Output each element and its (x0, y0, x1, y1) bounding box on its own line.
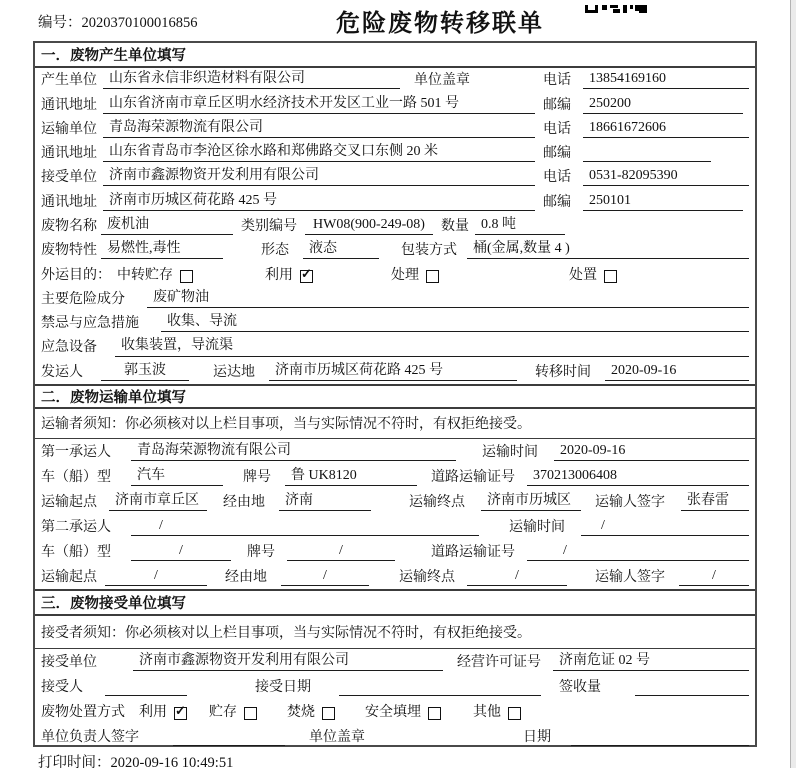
signed-qty-label: 签收量 (559, 679, 601, 695)
equipment-label: 应急设备 (41, 340, 97, 356)
doc-number (38, 11, 198, 32)
unit-seal-label: 单位盖章 (309, 729, 365, 745)
traits-value: 易燃性,毒性 (101, 241, 223, 259)
shipper-label: 发运人 (41, 364, 83, 380)
row-taboo (35, 311, 755, 335)
disposal-option-landfill (365, 705, 441, 721)
via2-value: / (281, 568, 369, 586)
via-label: 经由地 (225, 569, 267, 585)
store-checkbox (244, 707, 257, 720)
accept-date-value (339, 680, 541, 696)
end2-value: / (467, 568, 567, 586)
road-license-label: 道路运输证号 (431, 544, 515, 560)
section3-notice: 接受者须知：你必须核对以上栏目事项，当与实际情况不符时，有权拒绝接受。 (35, 616, 755, 649)
option-label: 安全填埋 (365, 704, 421, 720)
disposal-option-store (209, 705, 257, 721)
row-carrier1 (35, 439, 755, 464)
traits-label: 废物特性 (41, 243, 97, 259)
address-label: 通讯地址 (41, 97, 97, 113)
section2-heading: 二．废物运输单位填写 (35, 384, 755, 409)
producer-address-value: 山东省济南市章丘区明水经济技术开发区工业一路 501 号 (103, 96, 535, 114)
option-label: 焚烧 (287, 704, 315, 720)
dispose-checkbox (604, 270, 617, 283)
page-right-edge (790, 0, 796, 768)
plate2-value: / (287, 543, 395, 561)
plate-label: 牌号 (247, 544, 275, 560)
receiver-post-value: 250101 (583, 193, 743, 211)
disposal-option-incinerate (287, 705, 335, 721)
section2-notice: 运输者须知：你必须核对以上栏目事项，当与实际情况不符时，有权拒绝接受。 (35, 409, 755, 439)
transporter-label: 运输单位 (41, 121, 97, 137)
end1-value: 济南市历城区 (481, 493, 581, 511)
address-label: 通讯地址 (41, 194, 97, 210)
row-transporter (35, 117, 755, 141)
carrier1-value: 青岛海荣源物流有限公司 (131, 443, 456, 461)
vehicle1-value: 汽车 (131, 468, 223, 486)
address-label: 通讯地址 (41, 146, 97, 162)
destination-label: 运达地 (213, 364, 255, 380)
utilize-checkbox (300, 270, 313, 283)
vehicle2-value: / (131, 543, 231, 561)
row-hazard (35, 287, 755, 311)
acceptor-label: 接受人 (41, 679, 83, 695)
transporter-phone-value: 18661672606 (583, 120, 749, 138)
row-purpose (35, 262, 755, 286)
category-value: HW08(900-249-08) (305, 217, 433, 235)
row-vehicle1 (35, 464, 755, 489)
origin-label: 运输起点 (41, 569, 97, 585)
row-receiver (35, 165, 755, 189)
carrier2-value: / (131, 518, 479, 536)
receiver-label: 接受单位 (41, 170, 97, 186)
plate1-value: 鲁 UK8120 (285, 468, 417, 486)
option-label: 利用 (139, 704, 167, 720)
phone-label: 电话 (543, 73, 571, 89)
carrier1-label: 第一承运人 (41, 444, 111, 460)
row-equipment (35, 335, 755, 359)
row-vehicle2 (35, 539, 755, 564)
section3-heading: 三．废物接受单位填写 (35, 589, 755, 616)
qr-code-icon (585, 0, 647, 18)
accept-date-label: 接受日期 (255, 679, 311, 695)
carrier2-label: 第二承运人 (41, 519, 111, 535)
signed-qty-value (635, 680, 749, 696)
quantity-value: 0.8 吨 (475, 217, 565, 235)
origin1-value: 济南市章丘区 (109, 493, 207, 511)
transporter-address-value: 山东省青岛市李沧区徐水路和郑佛路交叉口东侧 20 米 (103, 144, 535, 162)
row-producer-address (35, 92, 755, 116)
disposal-option-utilize (139, 705, 187, 721)
option-label: 利用 (265, 267, 293, 283)
row-dispatch (35, 360, 755, 384)
unit-seal-label: 单位盖章 (414, 73, 470, 89)
equipment-value: 收集装置，导流渠 (115, 338, 749, 356)
doc-number-value: 2020370100016856 (81, 15, 198, 31)
doc-number-label: 编号： (38, 15, 82, 31)
producer-value: 山东省永信非织造材料有限公司 (103, 71, 400, 89)
date-label: 日期 (523, 729, 551, 745)
accept-unit-value: 济南市鑫源物资开发利用有限公司 (133, 653, 443, 671)
transport-time-label: 运输时间 (509, 519, 565, 535)
row-receiver-address (35, 189, 755, 213)
taboo-label: 禁忌与应急措施 (41, 316, 139, 332)
date-value (571, 730, 749, 746)
acceptor-value (105, 680, 187, 696)
via1-value: 济南 (279, 493, 371, 511)
phone-label: 电话 (543, 121, 571, 137)
row-waste-name (35, 214, 755, 238)
purpose-option-dispose (569, 268, 617, 284)
waste-name-value: 废机油 (101, 217, 233, 235)
utilize-checkbox (174, 707, 187, 720)
via-label: 经由地 (223, 494, 265, 510)
vehicle-label: 车（船）型 (41, 544, 111, 560)
row-carrier2 (35, 514, 755, 539)
incinerate-checkbox (322, 707, 335, 720)
post-label: 邮编 (543, 146, 571, 162)
purpose-option-utilize (265, 268, 313, 284)
packing-label: 包装方式 (401, 243, 457, 259)
receiver-phone-value: 0531-82095390 (583, 168, 749, 186)
row-acceptor (35, 674, 755, 699)
sign2-value: / (679, 568, 749, 586)
transporter-post-value (583, 146, 711, 162)
producer-phone-value: 13854169160 (583, 71, 749, 89)
transport-time-value: 2020-09-16 (554, 443, 749, 461)
transfer-storage-checkbox (180, 270, 193, 283)
post-label: 邮编 (543, 194, 571, 210)
quantity-label: 数量 (441, 218, 469, 234)
row-disposal (35, 699, 755, 724)
receiver-address-value: 济南市历城区荷花路 425 号 (103, 193, 535, 211)
option-label: 处置 (569, 267, 597, 283)
carrier-sign-label: 运输人签字 (595, 569, 665, 585)
treat-checkbox (426, 270, 439, 283)
row-waste-traits (35, 238, 755, 262)
sign1-value: 张春雷 (681, 493, 749, 511)
row-route2 (35, 564, 755, 589)
receiver-value: 济南市鑫源物资开发利用有限公司 (103, 168, 535, 186)
transport-time-label: 运输时间 (482, 444, 538, 460)
transfer-time-value: 2020-09-16 (605, 363, 749, 381)
packing-value: 桶(金属,数量 4 ) (467, 241, 749, 259)
taboo-value: 收集、导流 (161, 314, 749, 332)
permit-label: 经营许可证号 (457, 654, 541, 670)
terminal-label: 运输终点 (409, 494, 465, 510)
phone-label: 电话 (543, 170, 571, 186)
permit-value: 济南危证 02 号 (553, 653, 749, 671)
section1-heading: 一．废物产生单位填写 (35, 43, 755, 68)
license1-value: 370213006408 (527, 468, 749, 486)
hazard-label: 主要危险成分 (41, 291, 125, 307)
other-checkbox (508, 707, 521, 720)
manifest-form-table (33, 41, 757, 747)
row-accept-unit (35, 649, 755, 674)
row-route1 (35, 489, 755, 514)
print-time (38, 751, 233, 768)
print-time-label: 打印时间： (38, 755, 111, 768)
license2-value: / (527, 543, 749, 561)
disposal-option-other (473, 705, 521, 721)
transporter-value: 青岛海荣源物流有限公司 (103, 120, 535, 138)
producer-label: 产生单位 (41, 73, 97, 89)
vehicle-label: 车（船）型 (41, 469, 111, 485)
form-label: 形态 (261, 243, 289, 259)
option-label: 中转贮存 (117, 267, 173, 283)
origin-label: 运输起点 (41, 494, 97, 510)
shipper-value: 郭玉波 (101, 363, 189, 381)
option-label: 贮存 (209, 704, 237, 720)
origin2-value: / (105, 568, 207, 586)
post-label: 邮编 (543, 97, 571, 113)
plate-label: 牌号 (243, 469, 271, 485)
producer-post-value: 250200 (583, 96, 743, 114)
road-license-label: 道路运输证号 (431, 469, 515, 485)
form-value: 液态 (303, 241, 379, 259)
destination-value: 济南市历城区荷花路 425 号 (269, 363, 517, 381)
hazard-value: 废矿物油 (147, 290, 749, 308)
terminal-label: 运输终点 (399, 569, 455, 585)
carrier-sign-label: 运输人签字 (595, 494, 665, 510)
row-producer (35, 68, 755, 92)
purpose-label: 外运目的： (41, 267, 111, 283)
transfer-time-label: 转移时间 (535, 364, 591, 380)
option-label: 处理 (391, 267, 419, 283)
principal-sign-label: 单位负责人签字 (41, 729, 139, 745)
option-label: 其他 (473, 704, 501, 720)
landfill-checkbox (428, 707, 441, 720)
time2-value: / (581, 518, 749, 536)
disposal-label: 废物处置方式 (41, 704, 125, 720)
purpose-option-transfer-storage (117, 268, 193, 284)
category-label: 类别编号 (241, 218, 297, 234)
print-time-value: 2020-09-16 10:49:51 (110, 755, 234, 768)
purpose-option-treat (391, 268, 439, 284)
waste-name-label: 废物名称 (41, 218, 97, 234)
row-transporter-address (35, 141, 755, 165)
page-title: 危险废物转移联单 (336, 10, 544, 37)
accept-unit-label: 接受单位 (41, 654, 97, 670)
row-principal-sign (35, 724, 755, 749)
principal-sign-value (173, 730, 285, 746)
